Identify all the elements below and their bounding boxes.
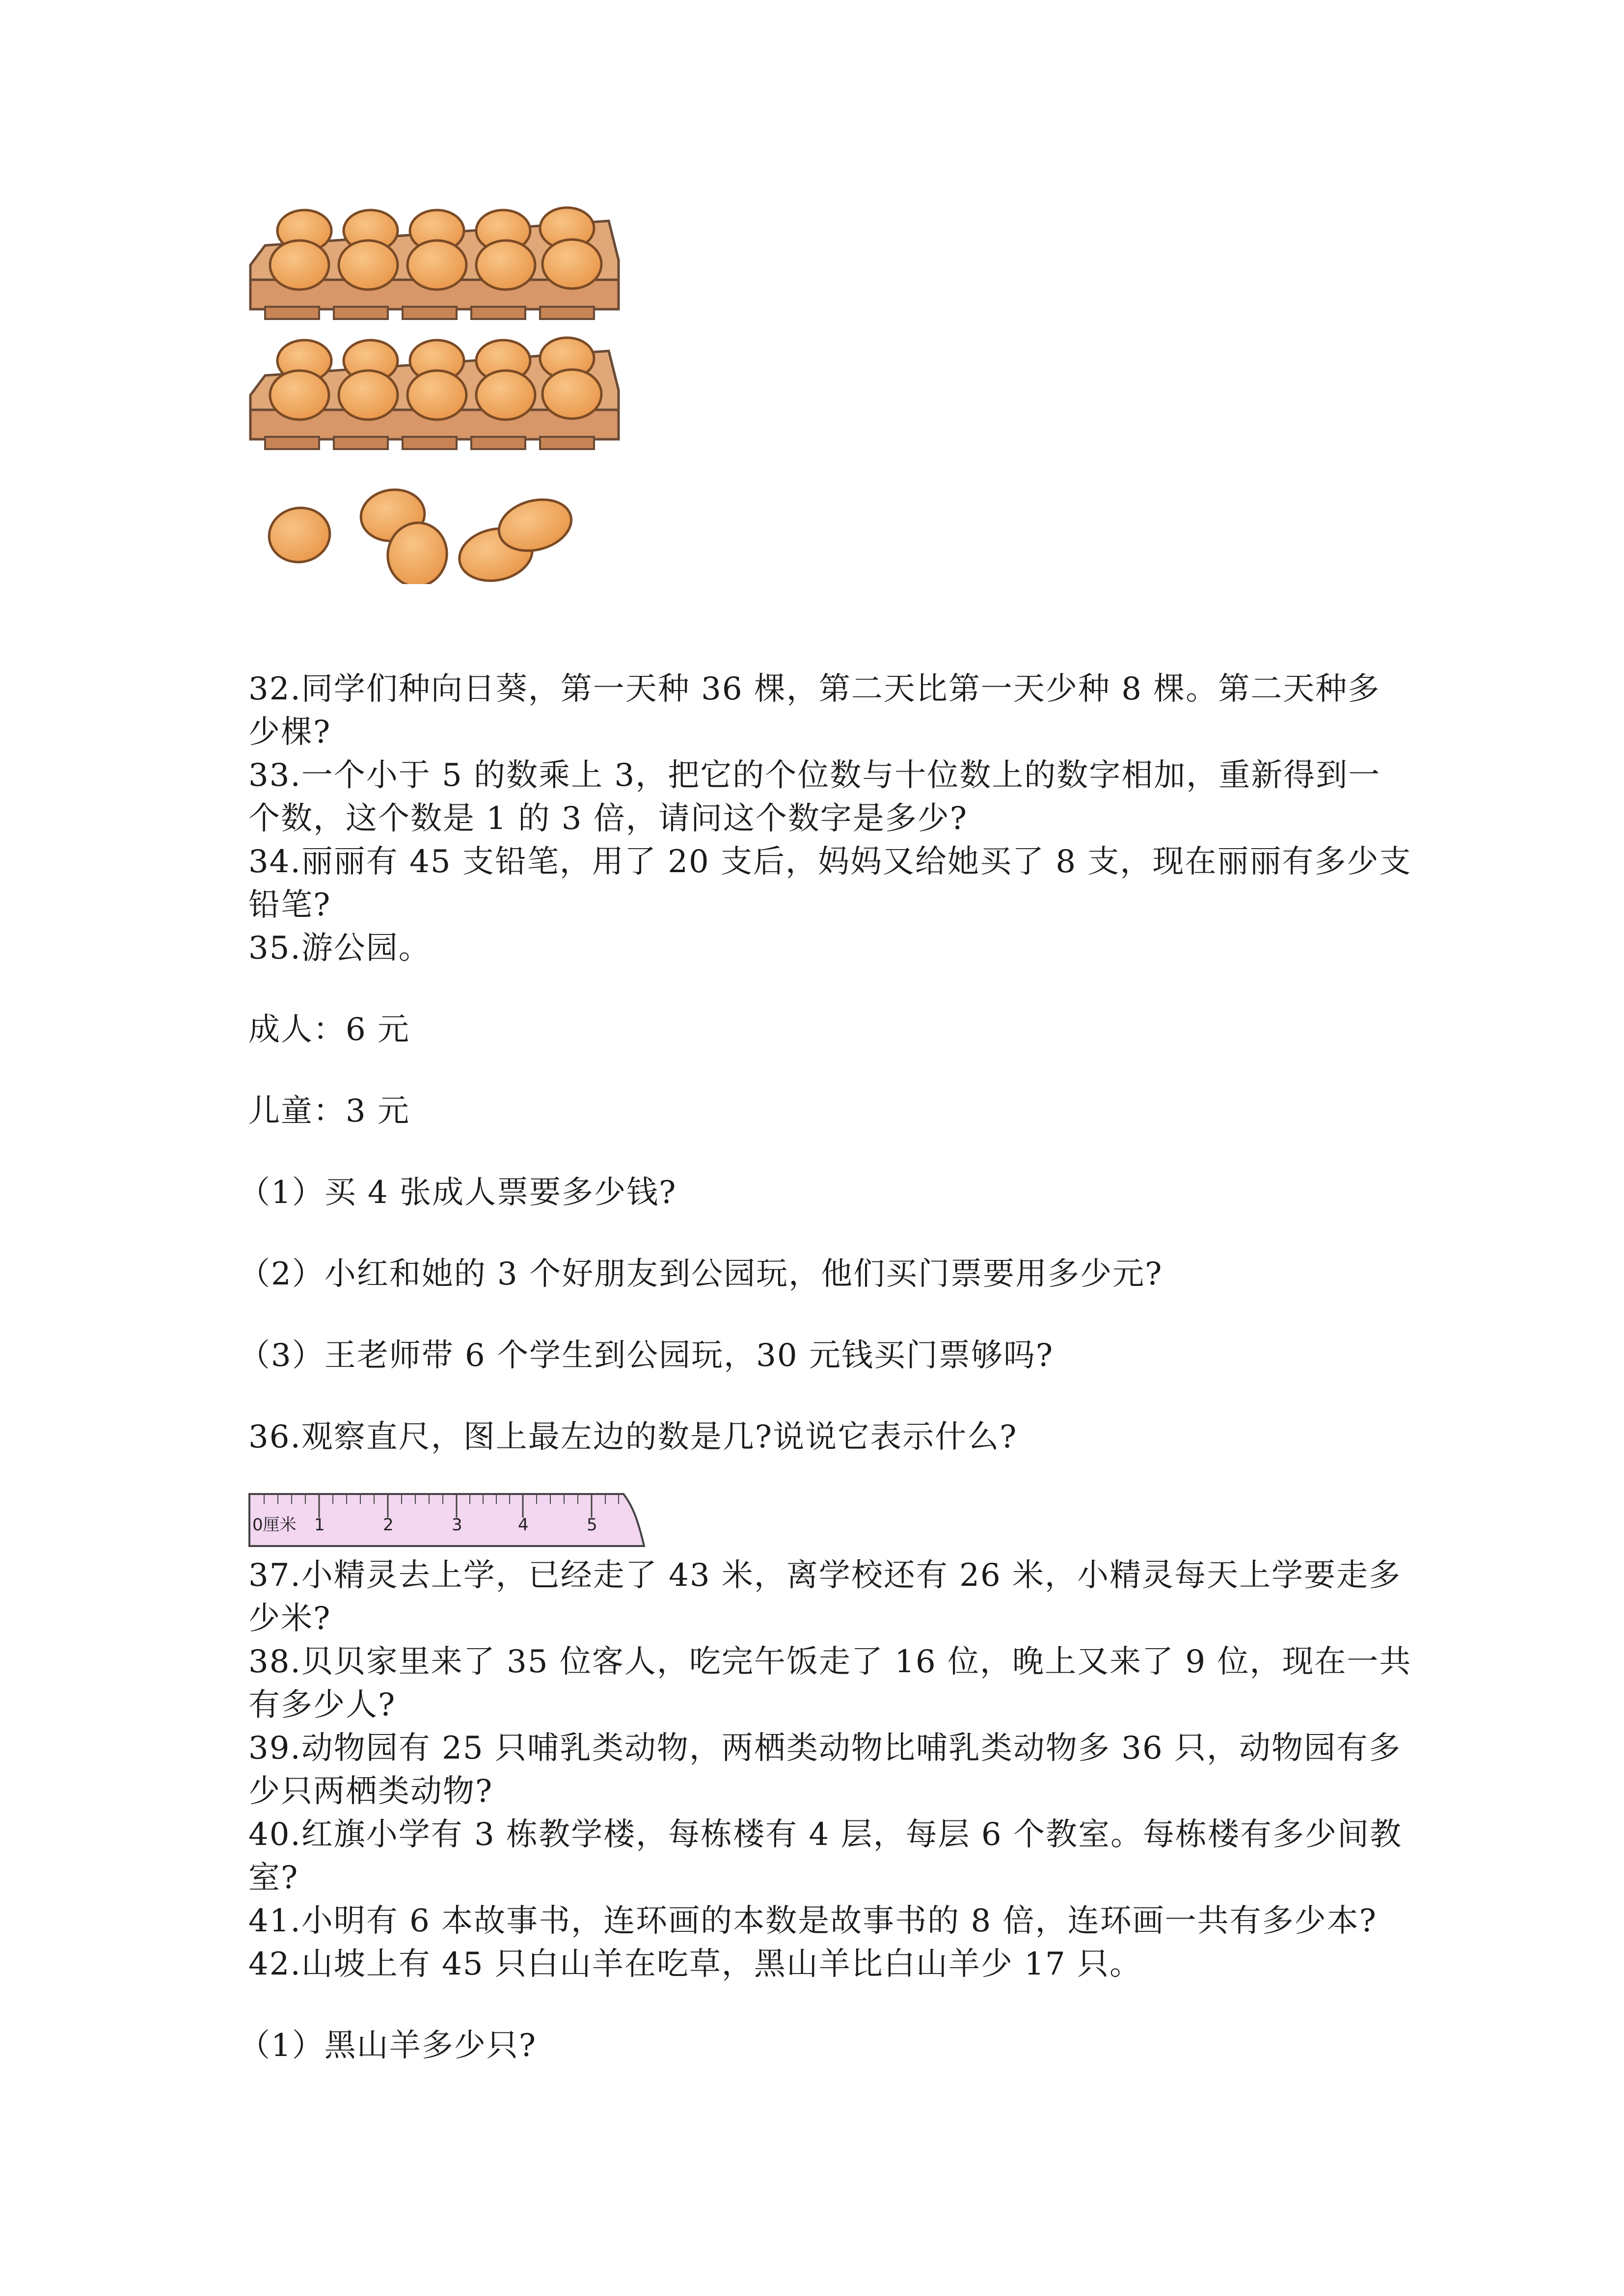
question-32-line-2: 少棵? [248,714,331,750]
question-38-line-2: 有多少人? [248,1687,396,1723]
question-33-line-1: 33.一个小于 5 的数乘上 3，把它的个位数与十位数上的数字相加，重新得到一 [248,757,1381,794]
question-40-line-2: 室? [248,1860,299,1896]
egg-tray-1 [250,208,619,319]
question-40-line-1: 40.红旗小学有 3 栋教学楼，每栋楼有 4 层，每层 6 个教室。每栋楼有多少间教 [248,1816,1402,1853]
question-36-line-1: 36.观察直尺，图上最左边的数是几?说说它表示什么? [248,1419,1018,1455]
ruler-tick-3: 3 [452,1515,462,1535]
ruler-illustration [245,1487,648,1556]
question-39-line-1: 39.动物园有 25 只哺乳类动物，两栖类动物比哺乳类动物多 36 只，动物园有多 [248,1730,1402,1766]
question-35-sub-2: （2）小红和她的 3 个好朋友到公园玩，他们买门票要用多少元? [239,1256,1163,1292]
question-37-line-2: 少米? [248,1601,331,1637]
egg-trays-illustration [245,201,628,584]
question-42-line-1: 42.山坡上有 45 只白山羊在吃草，黑山羊比白山羊少 17 只。 [248,1946,1142,1982]
question-42-sub-1: （1）黑山羊多少只? [239,2028,537,2064]
ruler-tick-5: 5 [587,1515,597,1535]
question-35-child-price: 儿童：3 元 [248,1093,410,1129]
question-35-title: 35.游公园。 [248,930,431,966]
ruler-tick-2: 2 [383,1515,394,1535]
question-37-line-1: 37.小精灵去上学，已经走了 43 米，离学校还有 26 米，小精灵每天上学要走多 [248,1557,1402,1594]
question-35-sub-3: （3）王老师带 6 个学生到公园玩，30 元钱买门票够吗? [239,1337,1054,1374]
ruler-tick-4: 4 [518,1515,529,1535]
question-33-line-2: 个数，这个数是 1 的 3 倍，请问这个数字是多少? [248,801,968,837]
question-39-line-2: 少只两栖类动物? [248,1773,493,1810]
question-35-adult-price: 成人：6 元 [248,1012,410,1048]
question-34-line-2: 铅笔? [248,887,331,923]
question-32-line-1: 32.同学们种向日葵，第一天种 36 棵，第二天比第一天少种 8 棵。第二天种多 [248,671,1380,707]
ruler-tick-1: 1 [314,1515,325,1535]
egg-tray-2 [250,338,619,449]
question-38-line-1: 38.贝贝家里来了 35 位客人，吃完午饭走了 16 位，晚上又来了 9 位，现在一共 [248,1644,1412,1680]
loose-eggs [265,485,577,584]
question-34-line-1: 34.丽丽有 45 支铅笔，用了 20 支后，妈妈又给她买了 8 支，现在丽丽有多少支 [248,844,1412,880]
question-35-sub-1: （1）买 4 张成人票要多少钱? [239,1175,677,1211]
question-41-line-1: 41.小明有 6 本故事书，连环画的本数是故事书的 8 倍，连环画一共有多少本? [248,1903,1377,1939]
ruler-start-label: 0厘米 [252,1515,297,1535]
